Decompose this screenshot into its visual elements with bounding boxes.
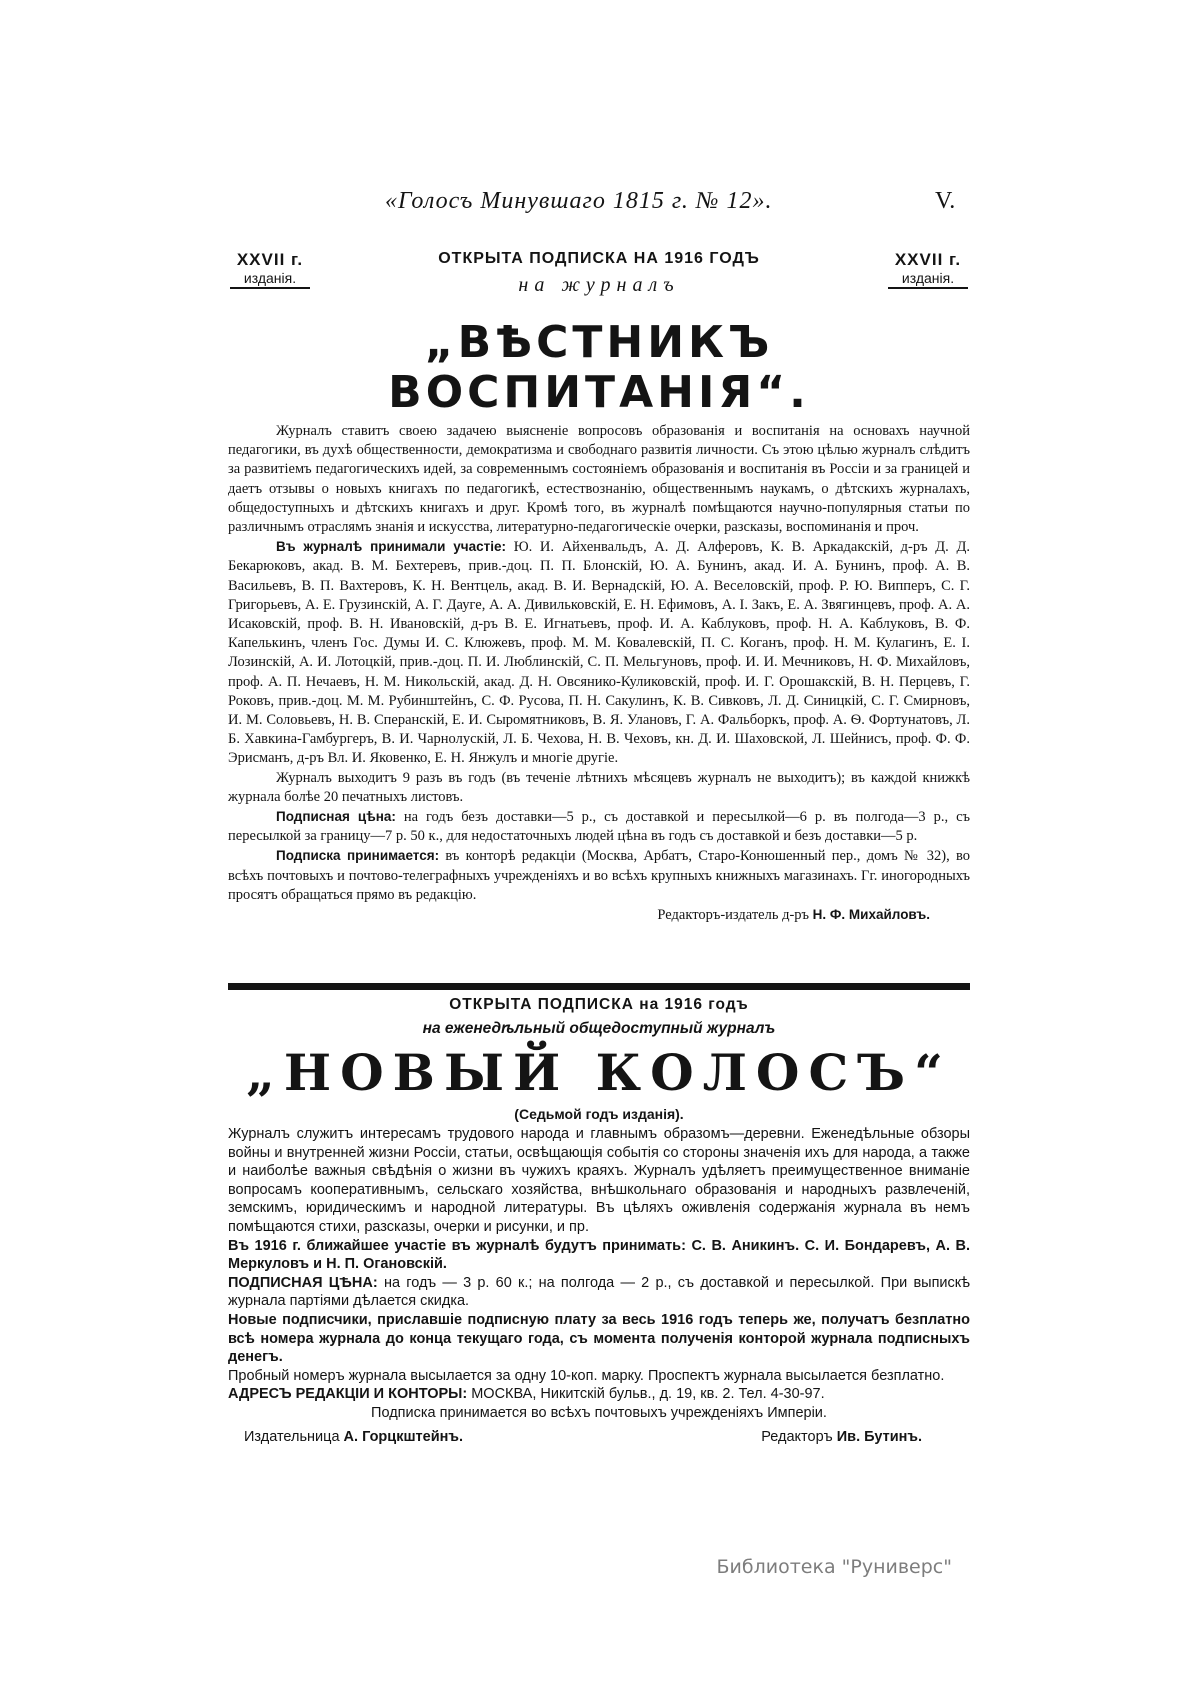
ad2-new-subscribers: Новые подписчики, приславшіе подписную плату за весь 1916 годъ теперь же, получатъ безплатно всѣ номера журнала до конца текущаго года, съ момента полученія конторой журнала подписныхъ денегъ. [228,1311,970,1366]
library-watermark: Библиотека "Руниверс" [716,1556,952,1578]
section-divider [228,983,970,990]
edition-year-left: XXVII г. изданія. [230,250,310,289]
ad2-footer [228,1429,970,1451]
ad2-price: ПОДПИСНАЯ ЦѢНА: на годъ — 3 р. 60 к.; на полгода — 2 р., съ доставкой и пересылкой. При выпискѣ журнала партіями дѣлается скидка. [228,1274,971,1310]
ad2-subheadline: на еженедѣльный общедоступный журналъ [422,1020,776,1037]
running-head-title: «Голосъ Минувшаго 1815 г. № 12». [385,188,773,214]
ad2-trial: Пробный номеръ журнала высылается за одну 10-коп. марку. Проспектъ журнала высылается безплатно. [228,1367,945,1384]
advertisement-vestnik-vospitaniya [228,250,970,925]
ad2-title: „НОВЫЙ КОЛОСЪ“ [246,1043,952,1102]
ad2-body [228,1125,970,1423]
ad1-headline: ОТКРЫТА ПОДПИСКА НА 1916 ГОДЪ [438,250,760,267]
page-number: V. [935,188,956,214]
ad1-subheadline: на журналъ [518,274,680,296]
ad1-price: Подписная цѣна: на годъ безъ доставки—5 р., съ доставкой и пересылкой—6 р. въ полгода—3 р., съ пересылкой за границу—7 р. 50 к., для недостаточныхъ людей цѣна въ годъ съ доставкой и безъ доставки—5 р. [228,809,971,845]
running-head [0,188,1200,218]
ad1-editor-signature: Редакторъ-издатель д-ръ Н. Ф. Михайловъ. [657,907,930,924]
ad1-subscription: Подписка принимается: въ конторѣ редакціи (Москва, Арбатъ, Старо-Конюшенный пер., домъ № 32), во всѣхъ почтовыхъ и почтово-телеграфныхъ учрежденіяхъ и во всѣхъ крупныхъ книжныхъ магазинахъ. Гг. иногородныхъ просятъ обращаться прямо въ редакцію. [228,848,971,903]
ad2-publisher: Издательница А. Горцкштейнъ. [244,1428,463,1445]
ad1-contributors: Въ журналѣ принимали участіе: Ю. И. Айхенвальдъ, А. Д. Алферовъ, К. В. Аркадакскій, д-ръ Д. Д. Бекарюковъ, акад. В. М. Бехтеревъ, прив.-доц. П. П. Блонскій, Ю. А. Бунинъ, акад. И. А. Бунинъ, проф. А. В. Васильевъ, В. П. Вахтеровъ, К. Н. Вентцель, акад. В. И. Вернадскій, Ю. А. Веселовскій, проф. Р. Ю. Випперъ, С. Г. Григорьевъ, А. Е. Грузинскій, А. Г. Дауге, А. А. Дивильковскій, Е. Н. Ефимовъ, А. І. Закъ, Е. А. Звягинцевъ, проф. А. А. Исаковскій, проф. В. Н. Ивановскій, д-ръ В. Е. Игнатьевъ, проф. И. А. Каблуковъ, проф. Н. А. Каблуковъ, В. Ф. Капелькинъ, членъ Гос. Думы И. С. Клюжевъ, проф. М. М. Ковалевскій, П. С. Коганъ, проф. Н. М. Кулагинъ, Е. І. Лозинскій, А. И. Лотоцкій, прив.-доц. П. И. Люблинскій, С. П. Мельгуновъ, проф. И. И. Мечниковъ, Н. Ф. Михайловъ, проф. А. П. Нечаевъ, Н. М. Никольскій, акад. Д. Н. Овсянико-Куликовскій, проф. И. Г. Орошакскій, В. Н. Перцевъ, Г. Роковъ, прив.-доц. М. М. Рубинштейнъ, С. Ф. Русова, П. Н. Сакулинъ, К. В. Сивковъ, Л. Д. Синицкій, С. Г. Смирновъ, И. М. Соловьевъ, Н. В. Сперанскій, Е. И. Сыромятниковъ, В. Я. Улановъ, Г. А. Фальборкъ, проф. А. Ѳ. Фортунатовъ, Л. Б. Хавкина-Гамбургеръ, В. И. Чарнолускій, Л. Б. Чехова, Н. В. Чеховъ, кн. Д. И. Шаховской, Л. Шейнисъ, проф. Ф. Ф. Эрисманъ, д-ръ Вл. И. Яковенко, Е. Н. Янжулъ и многіе другіе. [228,539,971,767]
ad2-address: АДРЕСЪ РЕДАКЦІИ И КОНТОРЫ: МОСКВА, Никитскій бульв., д. 19, кв. 2. Тел. 4-30-97. [228,1386,825,1403]
edition-year-right: XXVII г. изданія. [888,250,968,289]
ad2-editor: Редакторъ Ив. Бутинъ. [761,1428,922,1445]
ad2-participants: Въ 1916 г. ближайшее участіе въ журналѣ будутъ принимать: С. В. Аникинъ. С. И. Бондаревъ, А. В. Меркуловъ и Н. П. Огановскій. [228,1237,970,1273]
ad2-intro: Журналъ служитъ интересамъ трудового народа и главнымъ образомъ—деревни. Еженедѣльные обзоры войны и внутренней жизни Россіи, статьи, освѣщающія событія со стороны значенія ихъ для народа, а также и наиболѣе важныя свѣдѣнія о жизни въ чужихъ краяхъ. Журналъ удѣляетъ преимущественное вниманіе вопросамъ кооперативнымъ, сельскаго хозяйства, внѣшкольнаго образованія и народныхъ развлеченій, земскимъ, юридическимъ и народной литературы. Въ цѣляхъ оживленія содержанія журнала въ немъ помѣщаются стихи, разсказы, очерки и рисунки, и пр. [228,1126,970,1235]
ad1-body [228,422,970,925]
advertisement-novyi-kolos [228,993,970,1451]
ad2-edition: (Седьмой годъ изданія). [514,1106,684,1122]
ad1-issues: Журналъ выходитъ 9 разъ въ годъ (въ теченіе лѣтнихъ мѣсяцевъ журналъ не выходитъ); въ каждой книжкѣ журнала болѣе 20 печатныхъ листовъ. [228,769,970,805]
ad2-post-note: Подписка принимается во всѣхъ почтовыхъ учрежденіяхъ Имперіи. [371,1404,827,1421]
ad1-title: „ВѢСТНИКЪ ВОСПИТАНІЯ“. [388,317,810,418]
ad1-intro: Журналъ ставитъ своею задачею выясненіе вопросовъ образованія и воспитанія на основахъ научной педагогики, въ духѣ общественности, демократизма и свободнаго развитія личности. Съ этою цѣлью журналъ слѣдитъ за развитіемъ педагогическихъ идей, за современнымъ состояніемъ образованія и воспитанія въ Россіи и за границей и даетъ отзывы о новыхъ книгахъ по педагогикѣ, естествознанію, общественнымъ наукамъ, о дѣтскихъ журналахъ, общедоступныхъ и дѣтскихъ книгахъ и друг. Кромѣ того, въ журналѣ помѣщаются научно-популярныя статьи по различнымъ отраслямъ знанія и искусства, литературно-педагогическіе очерки, разсказы, воспоминанія и проч. [228,423,970,536]
ad2-headline: ОТКРЫТА ПОДПИСКА на 1916 годъ [449,996,749,1013]
